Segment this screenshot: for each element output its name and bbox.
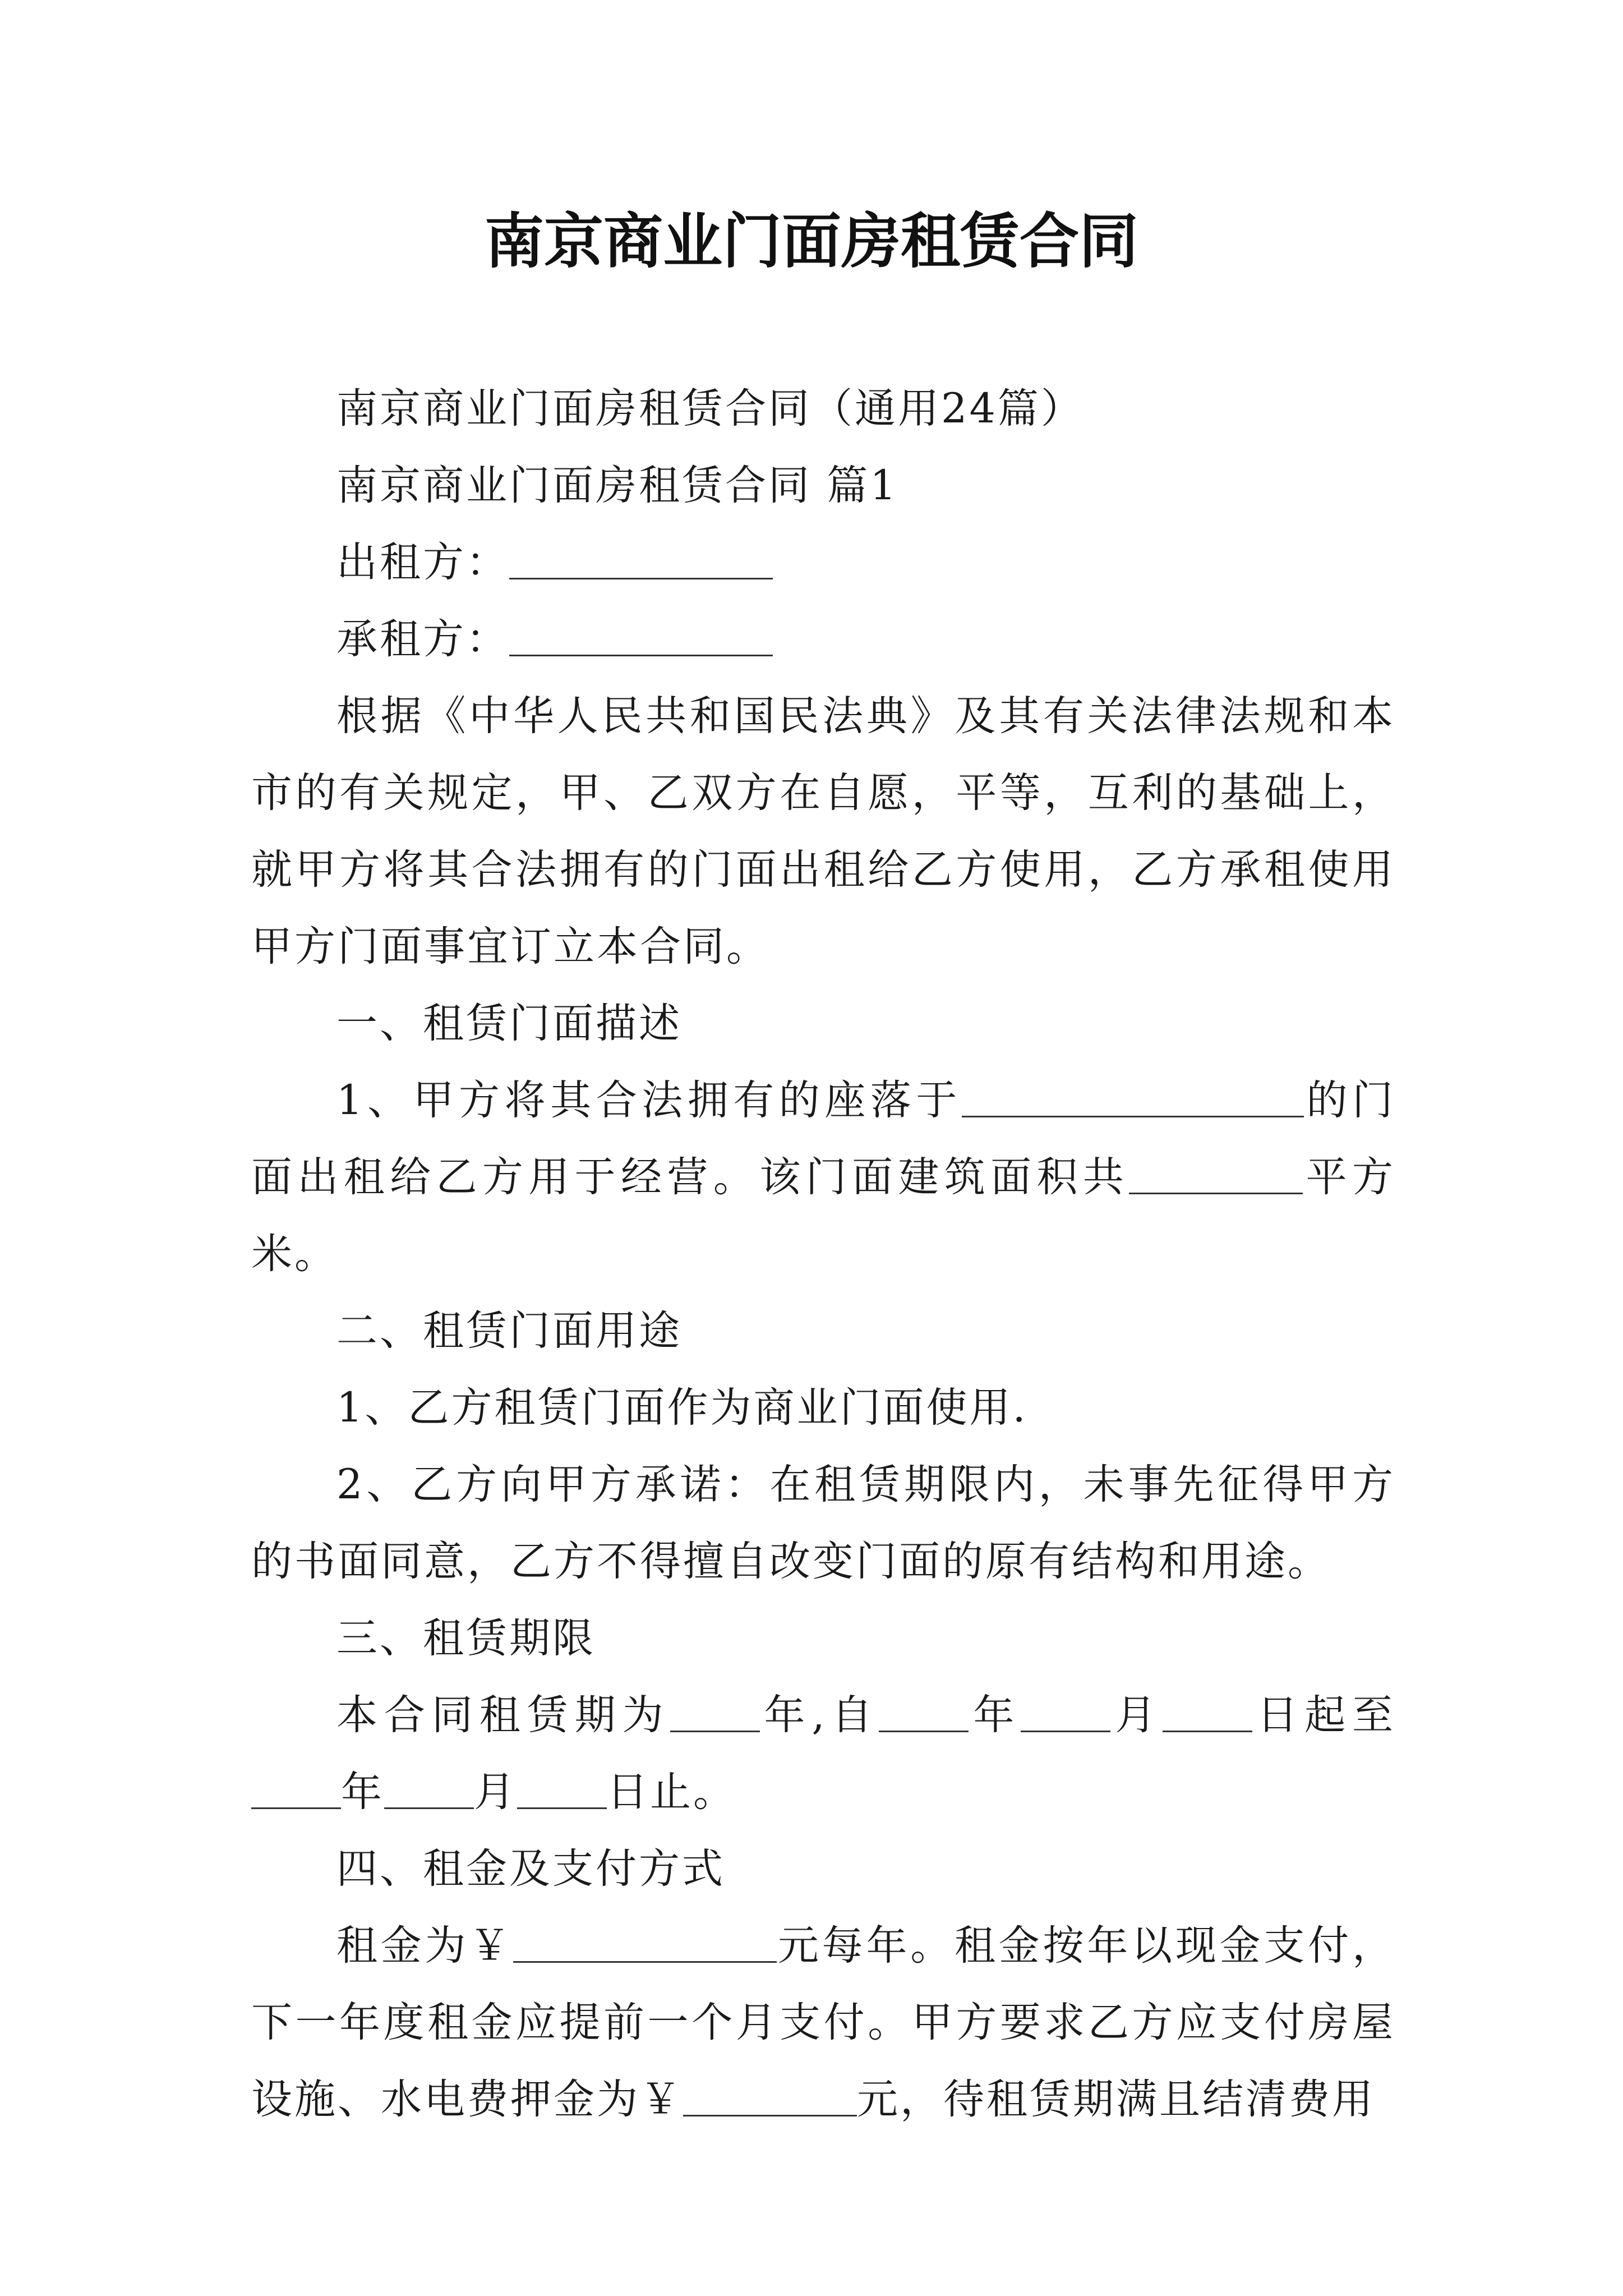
text-run: 1、甲方将其合法拥有的座落于 [336, 1076, 962, 1124]
section-2-heading: 二、租赁门面用途 [336, 1307, 682, 1355]
section-1-heading: 一、租赁门面描述 [336, 1000, 682, 1047]
location-blank [962, 1075, 1304, 1117]
text-run: 的门面出租给乙方用于经营。该门面建筑面积共 [251, 1076, 1396, 1201]
text-run: 本合同租赁期为 [336, 1691, 670, 1739]
section-2-paragraph-1: 1、乙方租赁门面作为商业门面使用. [336, 1384, 1028, 1432]
section-4-paragraph [251, 1907, 1395, 2138]
lessor-line [251, 524, 1395, 601]
lessee-label: 承租方： [336, 615, 509, 663]
section-heading: 南京商业门面房租赁合同 篇1 [336, 462, 898, 509]
blank [879, 1690, 969, 1732]
section-1-paragraph [251, 1062, 1395, 1292]
blank [670, 1690, 760, 1732]
text-run: 年 [969, 1691, 1021, 1739]
text-run: 年,自 [759, 1691, 879, 1739]
text-run: 月 [474, 1768, 517, 1816]
blank [1021, 1690, 1110, 1732]
lessee-blank [509, 614, 773, 656]
text-run: 月 [1110, 1691, 1163, 1739]
deposit-blank [683, 2074, 857, 2116]
section-2-paragraph-2: 2、乙方向甲方承诺：在租赁期限内，未事先征得甲方的书面同意，乙方不得擅自改变门面的原有结构和用途。 [251, 1461, 1395, 1585]
intro-paragraph: 根据《中华人民共和国民法典》及其有关法律法规和本市的有关规定，甲、乙双方在自愿，平等，互利的基础上，就甲方将其合法拥有的门面出租给乙方使用，乙方承租使用甲方门面事宜订立本合同。 [251, 692, 1395, 970]
blank [517, 1766, 607, 1809]
blank [251, 1766, 341, 1809]
lessor-blank [509, 537, 773, 579]
lessee-line [251, 601, 1395, 678]
text-run: 元每年。租金按年以现金支付，下一年度租金应提前一个月支付。甲方要求乙方应支付房屋设施、水电费押金为￥ [251, 1922, 1396, 2123]
subtitle: 南京商业门面房租赁合同（通用24篇） [336, 385, 1084, 432]
text-run: 元，待租赁期满且结清费用 [857, 2076, 1375, 2123]
lessor-label: 出租方： [336, 539, 509, 586]
rent-blank [513, 1920, 777, 1963]
document-title: 南京商业门面房租赁合同 [485, 206, 1138, 276]
text-run: 日止。 [607, 1768, 736, 1816]
text-run: 租金为￥ [336, 1922, 514, 1970]
document-body [251, 370, 1395, 2138]
text-run: 平方米。 [251, 1153, 1396, 1278]
section-3-heading: 三、租赁期限 [336, 1614, 596, 1662]
text-run: 日起至 [1252, 1691, 1396, 1739]
text-run: 年 [341, 1768, 384, 1816]
section-3-paragraph [251, 1677, 1395, 1830]
blank [384, 1766, 474, 1809]
section-4-heading: 四、租金及支付方式 [336, 1845, 725, 1893]
area-blank [1129, 1152, 1303, 1194]
blank [1163, 1690, 1252, 1732]
